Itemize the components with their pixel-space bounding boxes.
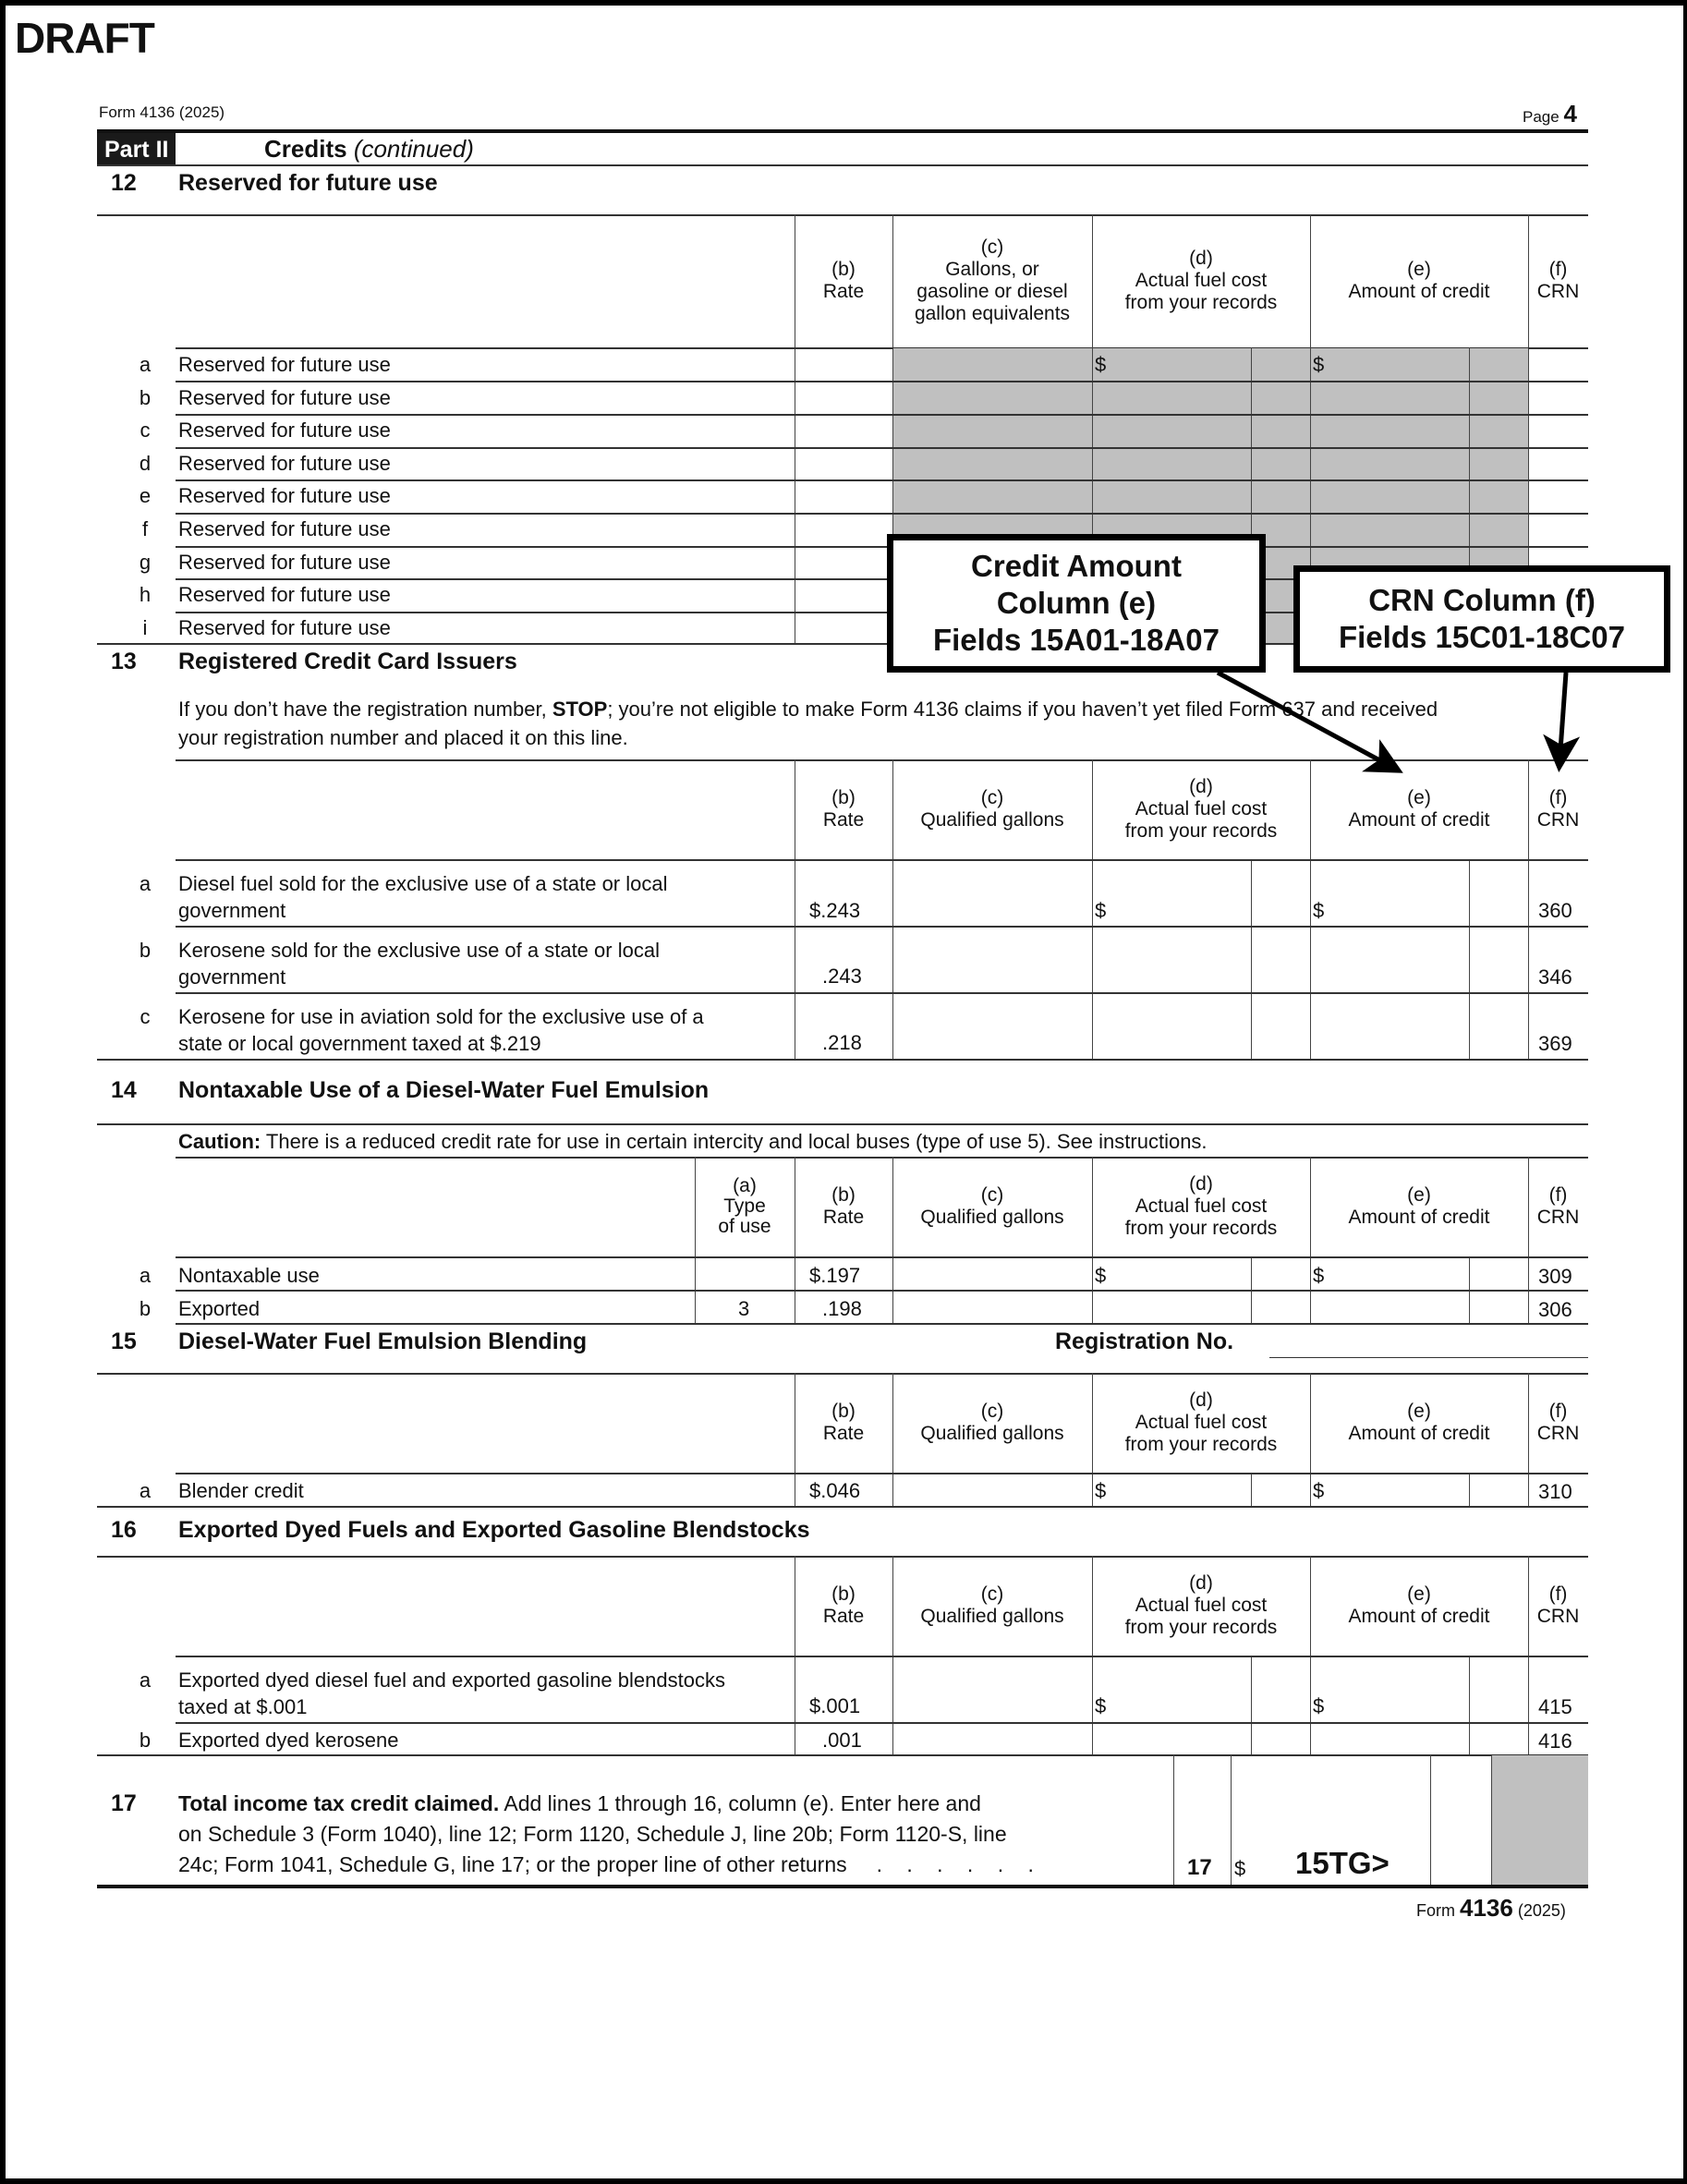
line14-col-e-header: (e) Amount of credit	[1348, 1184, 1490, 1228]
line14b-label: Exported	[178, 1297, 261, 1320]
line13-col-d-header: (d) Actual fuel cost from your records	[1124, 776, 1278, 842]
line14-title: Nontaxable Use of a Diesel-Water Fuel Emulsion	[178, 1077, 710, 1103]
line13b-label: Kerosene sold for the exclusive use of a state or local government	[178, 939, 660, 989]
line17-text: Total income tax credit claimed. Add lines 1 through 16, column (e). Enter here and on Schedule 3 (Form 1040), line 12; Form 1120, Schedule J, line 20b; Form 1120-S, line 24c; Form 1041, Schedule G, line 17; or the proper line of other returns . . . . . .	[178, 1791, 1043, 1876]
line12c-label: Reserved for future use	[178, 419, 391, 442]
callout-crn-column: CRN Column (f) Fields 15C01-18C07	[1293, 565, 1670, 673]
line16-number: 16	[111, 1517, 137, 1543]
line15a-d-dollar: $	[1095, 1479, 1107, 1502]
line13c-crn: 369	[1538, 1032, 1572, 1055]
registration-label: Registration No.	[1055, 1329, 1234, 1354]
line16a-e-dollar: $	[1313, 1694, 1325, 1717]
line13-col-c-header: (c) Qualified gallons	[920, 787, 1064, 831]
line14a-crn: 309	[1538, 1265, 1572, 1288]
line13-number: 13	[111, 649, 137, 674]
line15a-e-dollar: $	[1313, 1479, 1325, 1502]
line12h-letter: h	[139, 583, 152, 606]
line15a-letter: a	[139, 1479, 152, 1502]
line12e-label: Reserved for future use	[178, 484, 391, 507]
line14a-e-dollar: $	[1313, 1264, 1325, 1287]
line12a-e-dollar: $	[1313, 353, 1325, 376]
line15-number: 15	[111, 1329, 137, 1354]
line13-title: Registered Credit Card Issuers	[178, 649, 517, 674]
line15-col-c-header: (c) Qualified gallons	[920, 1401, 1064, 1444]
line15-col-e-header: (e) Amount of credit	[1348, 1401, 1490, 1444]
page-prefix: Page	[1523, 108, 1560, 126]
line12g-label: Reserved for future use	[178, 551, 391, 574]
line14a-letter: a	[139, 1264, 152, 1287]
line15a-label: Blender credit	[178, 1479, 304, 1502]
arrow-to-col-f-icon	[1560, 673, 1566, 763]
line13-col-b-header: (b) Rate	[822, 787, 865, 831]
line14b-type-of-use: 3	[738, 1297, 750, 1320]
line16-col-f-header: (f) CRN	[1536, 1583, 1580, 1627]
line14-col-b-header: (b) Rate	[822, 1184, 865, 1228]
line12h-label: Reserved for future use	[178, 583, 391, 606]
line14-col-a-header: (a) Type of use	[718, 1175, 771, 1237]
line15-title: Diesel-Water Fuel Emulsion Blending	[178, 1329, 588, 1354]
line14b-rate: .198	[822, 1297, 862, 1320]
line16-col-c-header: (c) Qualified gallons	[920, 1583, 1064, 1627]
line13b-crn: 346	[1538, 965, 1572, 989]
col-f-header: (f) CRN	[1536, 259, 1580, 302]
line12a-letter: a	[139, 353, 152, 376]
line14b-crn: 306	[1538, 1298, 1572, 1321]
line14-caution: Caution: There is a reduced credit rate for use in certain intercity and local buses (type of use 5). See instructions.	[178, 1130, 1208, 1153]
line17-total-field[interactable]: 15TG>	[1295, 1846, 1390, 1880]
line17-dollar: $	[1234, 1857, 1246, 1880]
part-title-main: Credits	[264, 135, 347, 163]
line14-col-f-header: (f) CRN	[1536, 1184, 1580, 1228]
line14-number: 14	[111, 1077, 137, 1103]
line12g-letter: g	[139, 551, 152, 574]
page-number-value: 4	[1563, 100, 1577, 127]
line16a-d-dollar: $	[1095, 1694, 1107, 1717]
line12-title: Reserved for future use	[178, 170, 438, 196]
col-b-header: (b) Rate	[822, 259, 865, 302]
line13c-label: Kerosene for use in aviation sold for the exclusive use of a state or local government taxed at $.219	[178, 1005, 704, 1055]
line16-col-d-header: (d) Actual fuel cost from your records	[1124, 1572, 1278, 1638]
form-label: Form 4136 (2025)	[99, 103, 225, 121]
line16a-letter: a	[139, 1668, 152, 1692]
line12f-letter: f	[141, 517, 149, 540]
line12a-d-dollar: $	[1095, 353, 1107, 376]
line12i-letter: i	[142, 616, 148, 639]
line16a-label: Exported dyed diesel fuel and exported gasoline blendstocks taxed at $.001	[178, 1668, 725, 1718]
part-label: Part II	[97, 133, 176, 166]
arrow-to-col-e-icon	[1218, 673, 1395, 769]
line14b-letter: b	[139, 1297, 152, 1320]
line12a-label: Reserved for future use	[178, 353, 391, 376]
line14a-label: Nontaxable use	[178, 1264, 320, 1287]
line12b-letter: b	[139, 386, 152, 409]
line12d-label: Reserved for future use	[178, 452, 391, 475]
line12f-label: Reserved for future use	[178, 517, 391, 540]
col-c-header: (c) Gallons, or gasoline or diesel gallon equivalents	[914, 237, 1071, 324]
line15a-rate: $.046	[809, 1479, 861, 1502]
line16b-letter: b	[139, 1729, 152, 1752]
line14-col-c-header: (c) Qualified gallons	[920, 1184, 1064, 1228]
line12-number: 12	[111, 170, 137, 196]
line13a-crn: 360	[1538, 899, 1572, 922]
line16b-rate: .001	[822, 1729, 862, 1752]
footer-form-label: Form 4136 (2025)	[1416, 1894, 1566, 1922]
line13a-rate: $.243	[809, 899, 861, 922]
line13-note: If you don’t have the registration number, STOP; you’re not eligible to make Form 4136 claims if you haven’t yet filed Form 637 and received your registration number and placed it on this line.	[178, 698, 1438, 749]
line16b-crn: 416	[1538, 1729, 1572, 1753]
line14a-d-dollar: $	[1095, 1264, 1107, 1287]
line17-box-number: 17	[1187, 1855, 1212, 1880]
line13a-e-dollar: $	[1313, 899, 1325, 922]
line13a-label: Diesel fuel sold for the exclusive use of a state or local government	[178, 872, 668, 922]
line16b-label: Exported dyed kerosene	[178, 1729, 399, 1752]
line15-col-d-header: (d) Actual fuel cost from your records	[1124, 1389, 1278, 1455]
line14a-rate: $.197	[809, 1264, 861, 1287]
line13-col-e-header: (e) Amount of credit	[1348, 787, 1490, 831]
line15a-crn: 310	[1538, 1480, 1572, 1503]
part-title-suffix: (continued)	[353, 135, 474, 163]
line12e-letter: e	[139, 484, 152, 507]
line16a-rate: $.001	[809, 1694, 861, 1717]
line12i-label: Reserved for future use	[178, 616, 391, 639]
line13c-rate: .218	[822, 1031, 862, 1054]
line15-col-f-header: (f) CRN	[1536, 1401, 1580, 1444]
line16a-crn: 415	[1538, 1695, 1572, 1718]
line13b-rate: .243	[822, 965, 862, 988]
callout-credit-amount: Credit Amount Column (e) Fields 15A01-18A07	[887, 534, 1266, 673]
line17-number: 17	[111, 1790, 137, 1816]
col-d-header: (d) Actual fuel cost from your records	[1124, 248, 1278, 313]
line13-col-f-header: (f) CRN	[1536, 787, 1580, 831]
line13a-letter: a	[139, 872, 152, 895]
line12d-letter: d	[139, 452, 152, 475]
line12c-letter: c	[140, 419, 151, 442]
line16-col-b-header: (b) Rate	[822, 1583, 865, 1627]
line13a-d-dollar: $	[1095, 899, 1107, 922]
line16-title: Exported Dyed Fuels and Exported Gasoline Blendstocks	[178, 1517, 810, 1543]
line15-col-b-header: (b) Rate	[822, 1401, 865, 1444]
col-e-header: (e) Amount of credit	[1348, 259, 1490, 302]
draft-watermark: DRAFT	[15, 14, 154, 62]
line13c-letter: c	[140, 1005, 151, 1028]
line14-col-d-header: (d) Actual fuel cost from your records	[1124, 1173, 1278, 1239]
line12b-label: Reserved for future use	[178, 386, 391, 409]
line16-col-e-header: (e) Amount of credit	[1348, 1583, 1490, 1627]
line13b-letter: b	[139, 939, 152, 962]
